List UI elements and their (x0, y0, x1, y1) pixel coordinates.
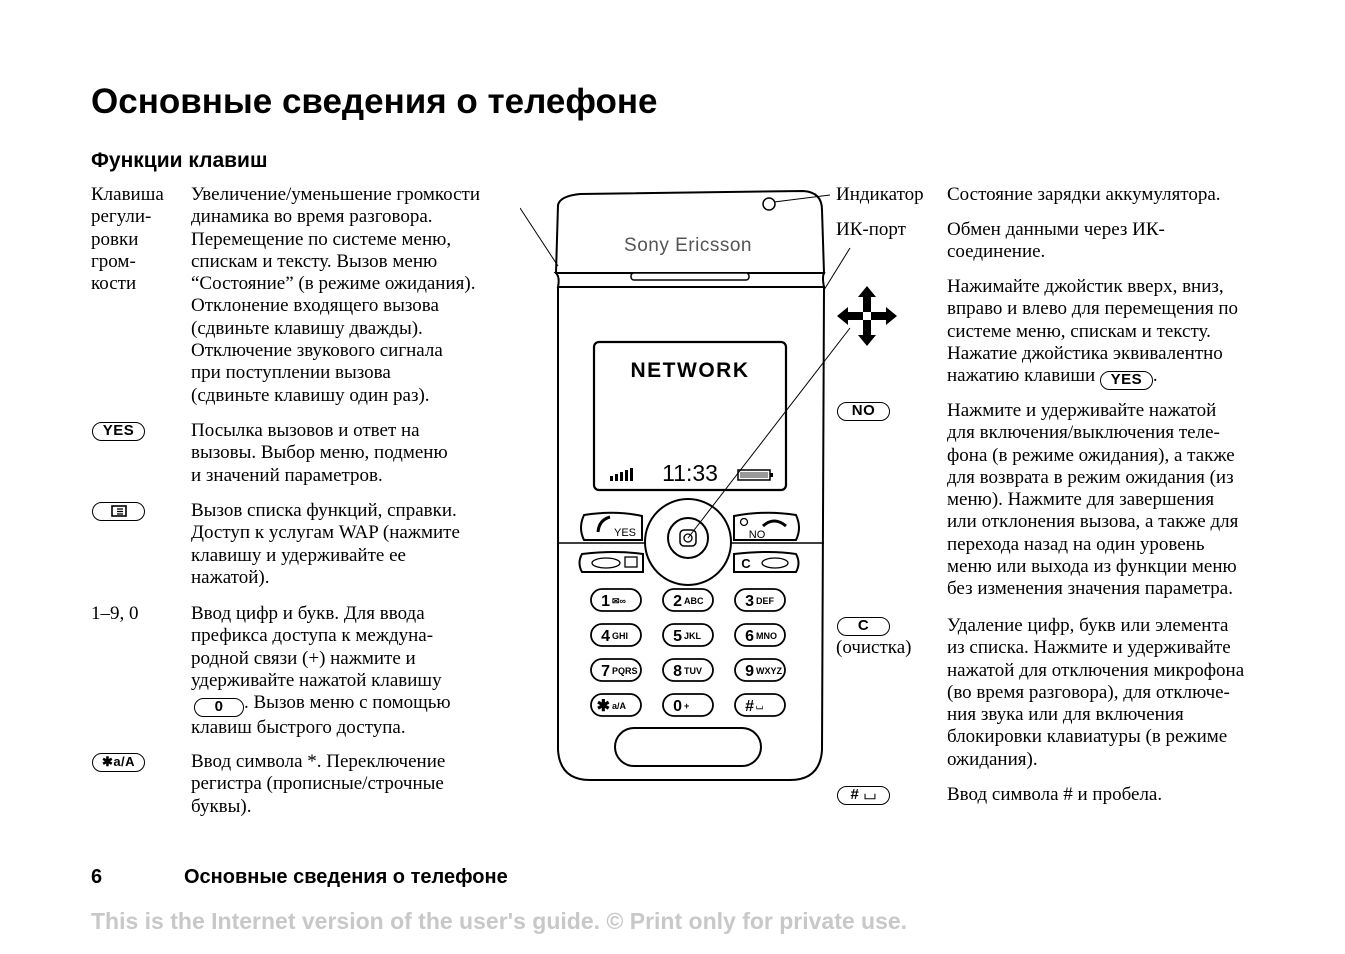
phone-keypad-digit: 5 (673, 628, 682, 645)
phone-keypad-digit: # (745, 698, 754, 715)
ir-port-description: Обмен данными через ИК- соединение. (947, 219, 1165, 263)
phone-keypad-key (591, 694, 641, 716)
phone-keypad-key (735, 589, 785, 611)
phone-brand: Sony Ericsson (624, 235, 752, 256)
zero-key-icon: 0 (194, 698, 244, 717)
phone-keypad-letters: TUV (684, 666, 702, 676)
digit-keys-text-3: клавиш быстрого доступа. (191, 717, 406, 739)
page-title: Основные сведения о телефоне (91, 82, 658, 121)
yes-key-description: Посылка вызовов и ответ на вызовы. Выбор меню, подменю и значений параметров. (191, 420, 448, 486)
hash-key-description: Ввод символа # и пробела. (947, 784, 1163, 805)
phone-keypad-letters: GHI (612, 631, 629, 641)
indicator-description: Состояние зарядки аккумулятора. (947, 184, 1221, 205)
phone-keypad-digit: ✱ (596, 698, 610, 715)
callout-line-ir (824, 248, 850, 290)
screen-network-text: NETWORK (630, 359, 750, 382)
menu-list-icon (111, 505, 127, 517)
callout-line-volume (520, 208, 558, 266)
menu-key-icon (92, 502, 145, 521)
no-key-icon: NO (837, 402, 890, 421)
phone-earpiece (631, 273, 749, 280)
clear-key-icon: C (837, 617, 890, 636)
phone-keypad-digit: 0 (673, 698, 682, 715)
phone-keypad-letters: a/A (612, 701, 627, 711)
star-key-description: Ввод символа *. Переключение регистра (прописные/строчные буквы). (191, 751, 446, 817)
phone-keypad-letters: ⌴ (756, 701, 764, 711)
phone-flip-top (556, 191, 824, 273)
phone-keypad-digit: 3 (745, 593, 754, 610)
digit-keys-text-1: Ввод цифр и букв. Для ввода префикса доступа к междуна- родной связи (+) нажмите и удерживайте нажатой клавишу (191, 603, 442, 691)
phone-keypad-digit: 1 (601, 593, 610, 610)
phone-keypad-key (591, 659, 641, 681)
phone-keypad-letters: WXYZ (756, 666, 782, 676)
star-key-icon: ✱a/A (92, 753, 145, 772)
phone-menu-key (580, 552, 644, 572)
page-number: 6 (91, 866, 103, 888)
phone-keypad-letters: PQRS (612, 666, 638, 676)
indicator-label: Индикатор (836, 184, 924, 205)
phone-keypad-letters: MNO (756, 631, 777, 641)
digit-keys-label: 1–9, 0 (91, 603, 139, 624)
watermark: This is the Internet version of the user's guide. © Print only for private use. (91, 908, 908, 934)
joystick-description (947, 276, 1307, 390)
phone-keypad-key (663, 624, 713, 646)
phone-clear-label: C (741, 556, 751, 571)
phone-illustration (520, 180, 900, 800)
phone-keypad-digit: 9 (745, 663, 754, 680)
menu-key-description: Вызов списка функций, справки. Доступ к услугам WAP (нажмите клавишу и удерживайте ее нажатой). (191, 500, 460, 588)
phone-indicator-led (763, 198, 775, 210)
volume-key-description: Увеличение/уменьшение громкости динамика во время разговора. Перемещение по системе меню, спискам и тексту. Вызов меню “Состояние” (в режиме ожидания). Отклонение входящего вызова (сдвиньте клавишу дважды). Отключение звукового сигнала при поступлении вызова (сдвиньте клавишу один раз). (191, 184, 481, 406)
joystick-text-1: Нажимайте джойстик вверх, вниз, вправо и влево для перемещения по системе меню, спискам и тексту. Нажатие джойстика эквивалентно (947, 276, 1238, 364)
volume-key-label: Клавиша регули- ровки гром- кости (91, 184, 164, 295)
joystick-arrows-icon (836, 285, 898, 347)
phone-keypad-digit: 7 (601, 663, 610, 680)
phone-keypad-letters: + (684, 701, 690, 711)
footer-title: Основные сведения о телефоне (184, 866, 508, 888)
yes-key-icon: YES (92, 422, 145, 441)
battery-icon (738, 470, 773, 480)
screen-clock: 11:33 (662, 460, 718, 486)
phone-keypad-letters: ✉∞ (612, 596, 626, 606)
joystick-yes-key-icon: YES (1100, 371, 1153, 390)
clear-key-label: (очистка) (836, 637, 912, 658)
phone-keypad-key (663, 694, 713, 716)
section-title: Функции клавиш (91, 149, 268, 172)
phone-keypad-key (735, 659, 785, 681)
phone-no-label: NO (748, 529, 766, 541)
phone-keypad-key (591, 624, 641, 646)
phone-keypad-digit: 4 (601, 628, 610, 645)
no-key-description: Нажмите и удерживайте нажатой для включения/выключения теле- фона (в режиме ожидания), а также для возврата в режим ожидания (из меню). Нажмите для завершения или отклонения вызова, а также для перехода назад на один уровень меню или выхода из функции меню без изменения значения параметра. (947, 400, 1239, 600)
phone-keypad-letters: DEF (756, 596, 774, 606)
phone-keypad-key (735, 624, 785, 646)
ir-port-label: ИК-порт (836, 219, 906, 240)
phone-yes-label: YES (613, 527, 637, 539)
joystick-text-3: . (1152, 365, 1158, 387)
digit-keys-text-2: . Вызов меню с помощью (244, 692, 451, 714)
clear-key-description: Удаление цифр, букв или элемента из списка. Нажмите и удерживайте нажатой для отключения микрофона (во время разговора), для отключе- ния звука или для включения блокировки клавиатуры (в режиме ожидания). (947, 615, 1245, 770)
phone-keypad-letters: ABC (684, 596, 704, 606)
phone-keypad-digit: 6 (745, 628, 754, 645)
digit-keys-description (191, 603, 531, 739)
phone-microphone-area (615, 728, 761, 766)
hash-key-icon: # ⌴ (837, 786, 890, 805)
phone-keypad-digit: 2 (673, 593, 682, 610)
phone-keypad-key (735, 694, 785, 716)
phone-no-key (734, 513, 799, 540)
phone-keypad-key (663, 659, 713, 681)
phone-keypad-digit: 8 (673, 663, 682, 680)
joystick-text-2: нажатию клавиши (947, 365, 1096, 387)
phone-keypad-key (591, 589, 641, 611)
phone-keypad-letters: JKL (684, 631, 702, 641)
phone-keypad-key (663, 589, 713, 611)
